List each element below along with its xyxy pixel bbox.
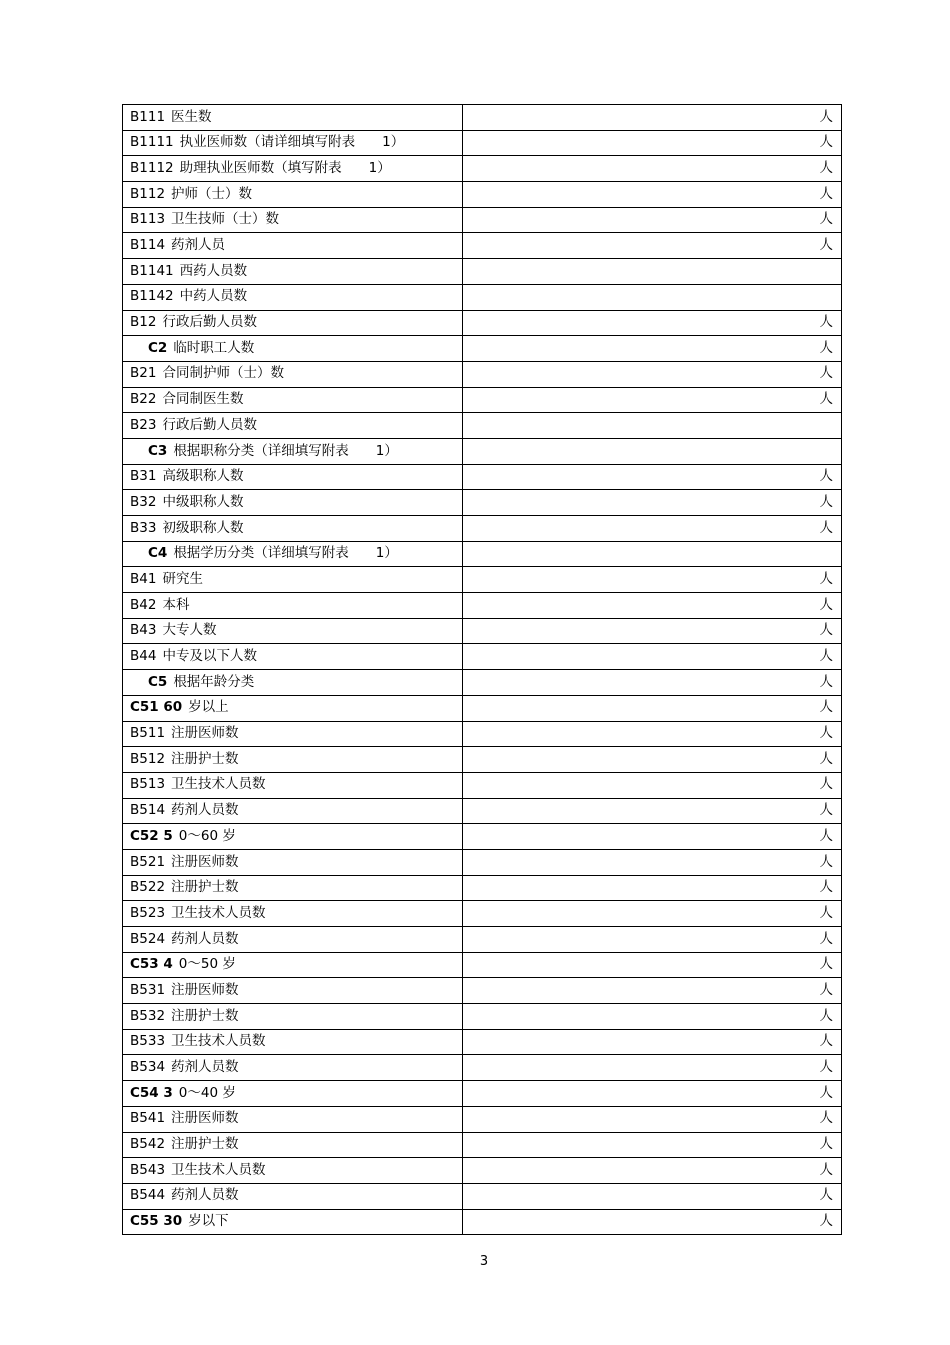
item-code: B524 xyxy=(130,930,166,947)
item-code: B534 xyxy=(130,1059,166,1076)
item-label: 本科 xyxy=(162,596,190,613)
item-code: C51 60 xyxy=(130,699,183,716)
item-code: C2 xyxy=(148,339,168,356)
item-label: 大专人数 xyxy=(162,622,217,639)
item-cell xyxy=(123,130,463,156)
item-cell xyxy=(123,464,463,490)
item-label: 助理执业医师数（填写附表 1） xyxy=(179,159,391,176)
table-row xyxy=(123,618,842,644)
value-cell[interactable] xyxy=(463,516,842,542)
item-code: B12 xyxy=(130,314,157,331)
item-code: B522 xyxy=(130,879,166,896)
unit-label: 人 xyxy=(819,493,833,510)
table-row xyxy=(123,798,842,824)
value-cell[interactable] xyxy=(463,310,842,336)
item-code: B22 xyxy=(130,391,157,408)
unit-label: 人 xyxy=(819,1136,833,1153)
item-code: B1141 xyxy=(130,262,174,279)
unit-label: 人 xyxy=(819,827,833,844)
value-cell[interactable] xyxy=(463,464,842,490)
unit-label: 人 xyxy=(819,673,833,690)
table-row xyxy=(123,849,842,875)
item-code: C53 4 xyxy=(130,956,173,973)
item-code: B1142 xyxy=(130,288,174,305)
table-row xyxy=(123,1183,842,1209)
unit-label: 人 xyxy=(819,1059,833,1076)
table-row xyxy=(123,387,842,413)
item-label: 卫生技术人员数 xyxy=(171,1161,266,1178)
item-label: 中药人员数 xyxy=(179,288,248,305)
item-label: 注册护士数 xyxy=(171,1007,239,1024)
value-cell[interactable] xyxy=(463,490,842,516)
item-cell xyxy=(123,182,463,208)
unit-label: 人 xyxy=(819,596,833,613)
item-cell xyxy=(123,413,463,439)
table-row xyxy=(123,541,842,567)
item-code: B513 xyxy=(130,776,166,793)
unit-label: 人 xyxy=(819,570,833,587)
item-label: 执业医师数（请详细填写附表 1） xyxy=(179,134,405,151)
item-label: 西药人员数 xyxy=(179,262,248,279)
item-code: B1111 xyxy=(130,134,174,151)
value-cell[interactable] xyxy=(463,182,842,208)
staff-form-table xyxy=(122,104,842,1235)
item-cell xyxy=(123,747,463,773)
table-row xyxy=(123,927,842,953)
unit-label: 人 xyxy=(819,904,833,921)
value-cell[interactable] xyxy=(463,798,842,824)
item-label: 卫生技术人员数 xyxy=(171,1033,266,1050)
unit-label: 人 xyxy=(819,699,833,716)
item-label: 卫生技术人员数 xyxy=(171,776,266,793)
value-cell[interactable] xyxy=(463,747,842,773)
value-cell[interactable] xyxy=(463,849,842,875)
value-cell[interactable] xyxy=(463,105,842,131)
value-cell[interactable] xyxy=(463,1106,842,1132)
unit-label: 人 xyxy=(819,365,833,382)
item-label: 药剂人员 xyxy=(171,237,226,254)
item-label: 注册护士数 xyxy=(171,879,239,896)
item-label: 0～50 岁 xyxy=(178,956,236,973)
item-code: B31 xyxy=(130,468,157,485)
item-label: 中级职称人数 xyxy=(162,493,244,510)
item-label: 注册护士数 xyxy=(171,750,239,767)
table-row xyxy=(123,336,842,362)
item-cell xyxy=(123,541,463,567)
table-row xyxy=(123,1132,842,1158)
table-row xyxy=(123,952,842,978)
table-row xyxy=(123,310,842,336)
unit-label: 人 xyxy=(819,879,833,896)
item-cell xyxy=(123,516,463,542)
unit-label: 人 xyxy=(819,930,833,947)
unit-label: 人 xyxy=(819,468,833,485)
unit-label: 人 xyxy=(819,211,833,228)
value-cell[interactable] xyxy=(463,413,842,439)
item-label: 注册护士数 xyxy=(171,1136,239,1153)
value-cell[interactable] xyxy=(463,721,842,747)
item-code: B514 xyxy=(130,802,166,819)
unit-label: 人 xyxy=(819,1213,833,1230)
table-body xyxy=(123,105,842,1235)
value-cell[interactable] xyxy=(463,1132,842,1158)
value-cell[interactable] xyxy=(463,1081,842,1107)
value-cell[interactable] xyxy=(463,927,842,953)
item-cell xyxy=(123,310,463,336)
unit-label: 人 xyxy=(819,622,833,639)
item-label: 研究生 xyxy=(162,570,203,587)
unit-label: 人 xyxy=(819,853,833,870)
item-code: B33 xyxy=(130,519,157,536)
item-cell xyxy=(123,798,463,824)
item-label: 根据学历分类（详细填写附表 1） xyxy=(173,545,398,562)
item-label: 药剂人员数 xyxy=(171,930,239,947)
item-cell xyxy=(123,721,463,747)
item-label: 注册医师数 xyxy=(171,981,239,998)
table-row xyxy=(123,233,842,259)
item-code: B114 xyxy=(130,237,166,254)
item-cell xyxy=(123,1158,463,1184)
unit-label: 人 xyxy=(819,1033,833,1050)
item-label: 初级职称人数 xyxy=(162,519,244,536)
item-label: 0～40 岁 xyxy=(178,1084,236,1101)
table-row xyxy=(123,1029,842,1055)
item-code: B541 xyxy=(130,1110,166,1127)
unit-label: 人 xyxy=(819,519,833,536)
value-cell[interactable] xyxy=(463,824,842,850)
item-cell xyxy=(123,1106,463,1132)
item-cell xyxy=(123,1055,463,1081)
value-cell[interactable] xyxy=(463,695,842,721)
table-row xyxy=(123,1081,842,1107)
value-cell[interactable] xyxy=(463,438,842,464)
table-row xyxy=(123,105,842,131)
unit-label: 人 xyxy=(819,981,833,998)
item-code: B532 xyxy=(130,1007,166,1024)
table-row xyxy=(123,464,842,490)
item-cell xyxy=(123,361,463,387)
item-label: 岁以下 xyxy=(188,1213,229,1230)
item-cell xyxy=(123,259,463,285)
value-cell[interactable] xyxy=(463,361,842,387)
unit-label: 人 xyxy=(819,1007,833,1024)
unit-label: 人 xyxy=(819,159,833,176)
item-code: B111 xyxy=(130,108,166,125)
value-cell[interactable] xyxy=(463,1183,842,1209)
table-row xyxy=(123,438,842,464)
unit-label: 人 xyxy=(819,185,833,202)
item-label: 根据职称分类（详细填写附表 1） xyxy=(173,442,398,459)
item-cell xyxy=(123,1029,463,1055)
item-code: B512 xyxy=(130,750,166,767)
value-cell[interactable] xyxy=(463,336,842,362)
item-code: B521 xyxy=(130,853,166,870)
item-cell xyxy=(123,438,463,464)
item-label: 高级职称人数 xyxy=(162,468,244,485)
unit-label: 人 xyxy=(819,339,833,356)
item-code: B531 xyxy=(130,981,166,998)
value-cell[interactable] xyxy=(463,1158,842,1184)
value-cell[interactable] xyxy=(463,1055,842,1081)
item-label: 0～60 岁 xyxy=(178,827,236,844)
item-cell xyxy=(123,284,463,310)
unit-label: 人 xyxy=(819,314,833,331)
item-cell xyxy=(123,593,463,619)
table-row xyxy=(123,1004,842,1030)
value-cell[interactable] xyxy=(463,978,842,1004)
value-cell[interactable] xyxy=(463,901,842,927)
table-row xyxy=(123,413,842,439)
item-cell xyxy=(123,618,463,644)
unit-label: 人 xyxy=(819,1084,833,1101)
item-cell xyxy=(123,927,463,953)
unit-label: 人 xyxy=(819,237,833,254)
value-cell[interactable] xyxy=(463,541,842,567)
item-code: C3 xyxy=(148,442,168,459)
item-code: B1112 xyxy=(130,159,174,176)
value-cell[interactable] xyxy=(463,387,842,413)
value-cell[interactable] xyxy=(463,284,842,310)
item-label: 药剂人员数 xyxy=(171,1059,239,1076)
item-code: B112 xyxy=(130,185,166,202)
item-cell xyxy=(123,875,463,901)
unit-label: 人 xyxy=(819,802,833,819)
value-cell[interactable] xyxy=(463,1004,842,1030)
item-cell xyxy=(123,670,463,696)
table-row xyxy=(123,516,842,542)
item-label: 根据年龄分类 xyxy=(173,673,255,690)
item-cell xyxy=(123,772,463,798)
item-code: B21 xyxy=(130,365,157,382)
item-cell xyxy=(123,901,463,927)
item-code: B113 xyxy=(130,211,166,228)
item-label: 药剂人员数 xyxy=(171,1187,239,1204)
item-code: B533 xyxy=(130,1033,166,1050)
value-cell[interactable] xyxy=(463,593,842,619)
item-cell xyxy=(123,1004,463,1030)
table-row xyxy=(123,361,842,387)
value-cell[interactable] xyxy=(463,1029,842,1055)
item-label: 药剂人员数 xyxy=(171,802,239,819)
table-row xyxy=(123,1106,842,1132)
unit-label: 人 xyxy=(819,648,833,665)
item-code: B44 xyxy=(130,648,157,665)
item-code: C54 3 xyxy=(130,1084,173,1101)
item-label: 注册医师数 xyxy=(171,853,239,870)
value-cell[interactable] xyxy=(463,644,842,670)
unit-label: 人 xyxy=(819,1161,833,1178)
item-code: B23 xyxy=(130,416,157,433)
value-cell[interactable] xyxy=(463,670,842,696)
table-row xyxy=(123,824,842,850)
item-cell xyxy=(123,387,463,413)
item-cell xyxy=(123,1209,463,1235)
item-label: 合同制护师（士）数 xyxy=(162,365,284,382)
table-row xyxy=(123,284,842,310)
table-row xyxy=(123,644,842,670)
item-label: 中专及以下人数 xyxy=(162,648,257,665)
item-label: 注册医师数 xyxy=(171,1110,239,1127)
unit-label: 人 xyxy=(819,391,833,408)
unit-label: 人 xyxy=(819,776,833,793)
item-cell xyxy=(123,105,463,131)
table-row xyxy=(123,747,842,773)
table-row xyxy=(123,259,842,285)
value-cell[interactable] xyxy=(463,130,842,156)
item-label: 卫生技术人员数 xyxy=(171,904,266,921)
table-row xyxy=(123,772,842,798)
page-number: 3 xyxy=(479,1254,489,1269)
table-row xyxy=(123,1158,842,1184)
table-row xyxy=(123,978,842,1004)
value-cell[interactable] xyxy=(463,207,842,233)
item-label: 医生数 xyxy=(171,108,212,125)
item-label: 卫生技师（士）数 xyxy=(171,211,280,228)
table-row xyxy=(123,901,842,927)
item-code: B511 xyxy=(130,725,166,742)
item-label: 注册医师数 xyxy=(171,725,239,742)
value-cell[interactable] xyxy=(463,772,842,798)
value-cell[interactable] xyxy=(463,156,842,182)
item-code: C55 30 xyxy=(130,1213,183,1230)
item-cell xyxy=(123,233,463,259)
value-cell[interactable] xyxy=(463,618,842,644)
item-cell xyxy=(123,824,463,850)
item-code: B544 xyxy=(130,1187,166,1204)
item-code: B43 xyxy=(130,622,157,639)
item-cell xyxy=(123,952,463,978)
table-row xyxy=(123,130,842,156)
table-row xyxy=(123,1209,842,1235)
table-row xyxy=(123,490,842,516)
table-row xyxy=(123,182,842,208)
item-cell xyxy=(123,1132,463,1158)
item-code: B523 xyxy=(130,904,166,921)
value-cell[interactable] xyxy=(463,233,842,259)
table-row xyxy=(123,875,842,901)
table-row xyxy=(123,156,842,182)
item-label: 行政后勤人员数 xyxy=(162,314,257,331)
item-cell xyxy=(123,1183,463,1209)
item-code: C52 5 xyxy=(130,827,173,844)
table-row xyxy=(123,567,842,593)
unit-label: 人 xyxy=(819,1110,833,1127)
value-cell[interactable] xyxy=(463,952,842,978)
item-code: C5 xyxy=(148,673,168,690)
item-cell xyxy=(123,849,463,875)
item-cell xyxy=(123,156,463,182)
item-code: B32 xyxy=(130,493,157,510)
unit-label: 人 xyxy=(819,1187,833,1204)
item-label: 行政后勤人员数 xyxy=(162,416,257,433)
table-row xyxy=(123,670,842,696)
item-code: B542 xyxy=(130,1136,166,1153)
item-cell xyxy=(123,567,463,593)
item-code: B41 xyxy=(130,570,157,587)
table-row xyxy=(123,1055,842,1081)
item-cell xyxy=(123,490,463,516)
item-label: 临时职工人数 xyxy=(173,339,255,356)
value-cell[interactable] xyxy=(463,567,842,593)
table-row xyxy=(123,593,842,619)
item-code: C4 xyxy=(148,545,168,562)
item-cell xyxy=(123,336,463,362)
table-row xyxy=(123,207,842,233)
unit-label: 人 xyxy=(819,956,833,973)
item-label: 护师（士）数 xyxy=(171,185,253,202)
item-cell xyxy=(123,695,463,721)
value-cell[interactable] xyxy=(463,259,842,285)
item-cell xyxy=(123,1081,463,1107)
item-code: B543 xyxy=(130,1161,166,1178)
item-code: B42 xyxy=(130,596,157,613)
table-row xyxy=(123,721,842,747)
unit-label: 人 xyxy=(819,134,833,151)
unit-label: 人 xyxy=(819,725,833,742)
unit-label: 人 xyxy=(819,108,833,125)
item-label: 岁以上 xyxy=(188,699,229,716)
item-cell xyxy=(123,978,463,1004)
item-cell xyxy=(123,644,463,670)
value-cell[interactable] xyxy=(463,875,842,901)
item-cell xyxy=(123,207,463,233)
unit-label: 人 xyxy=(819,750,833,767)
item-label: 合同制医生数 xyxy=(162,391,244,408)
table-row xyxy=(123,695,842,721)
value-cell[interactable] xyxy=(463,1209,842,1235)
